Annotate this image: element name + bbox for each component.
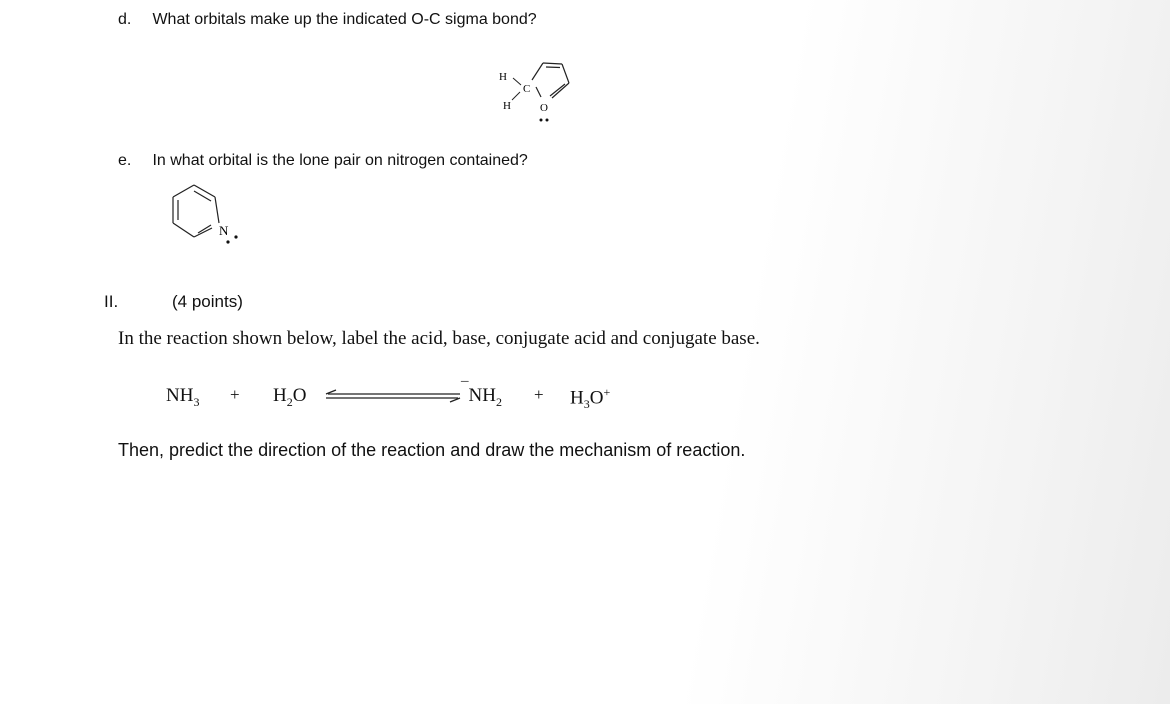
nh2-charge: ¯ bbox=[461, 380, 469, 396]
section-points: (4 points) bbox=[172, 292, 243, 311]
nh3-subscript: 3 bbox=[193, 394, 200, 409]
atom-c: C bbox=[523, 83, 531, 95]
product-nh2 bbox=[461, 380, 502, 410]
question-d-label: d. bbox=[118, 11, 132, 28]
reactant-h2o bbox=[273, 385, 306, 410]
equilibrium-arrow bbox=[322, 388, 464, 404]
molecule-d-structure bbox=[490, 55, 580, 125]
section-instruction: In the reaction shown below, label the acid, base, conjugate acid and conjugate base. bbox=[118, 328, 760, 349]
question-e-text: In what orbital is the lone pair on nitrogen contained? bbox=[152, 152, 528, 169]
atom-o: O bbox=[540, 102, 548, 114]
section-closing: Then, predict the direction of the reaction and draw the mechanism of reaction. bbox=[118, 440, 746, 460]
question-d-text: What orbitals make up the indicated O-C sigma bond? bbox=[152, 11, 537, 28]
nh2-subscript: 2 bbox=[495, 394, 502, 409]
nh2-base: NH bbox=[468, 385, 496, 406]
lone-pair-dot bbox=[546, 119, 549, 122]
nh3-base: NH bbox=[166, 385, 194, 406]
section-number: II. bbox=[104, 292, 119, 311]
question-e bbox=[118, 152, 528, 170]
question-d bbox=[118, 11, 537, 29]
molecule-e-structure bbox=[165, 180, 250, 246]
h2o-o: O bbox=[292, 385, 307, 406]
h2o-h: H bbox=[273, 385, 287, 406]
product-h3o bbox=[570, 385, 610, 412]
h3o-subscript: 3 bbox=[583, 397, 590, 412]
atom-n: N bbox=[219, 223, 229, 238]
h3o-o: O bbox=[589, 387, 604, 409]
atom-h-bottom: H bbox=[503, 100, 511, 112]
lone-pair-dot bbox=[540, 119, 543, 122]
atom-h-top: H bbox=[499, 71, 507, 83]
question-e-label: e. bbox=[118, 152, 132, 169]
h3o-h: H bbox=[570, 387, 584, 409]
plus-sign-1: + bbox=[230, 385, 240, 404]
reactant-nh3 bbox=[166, 385, 199, 410]
lone-pair-dot bbox=[226, 240, 229, 243]
lone-pair-dot bbox=[234, 235, 237, 238]
h3o-charge: + bbox=[603, 385, 611, 399]
h2o-subscript: 2 bbox=[286, 394, 293, 409]
plus-sign-2: + bbox=[534, 385, 544, 404]
